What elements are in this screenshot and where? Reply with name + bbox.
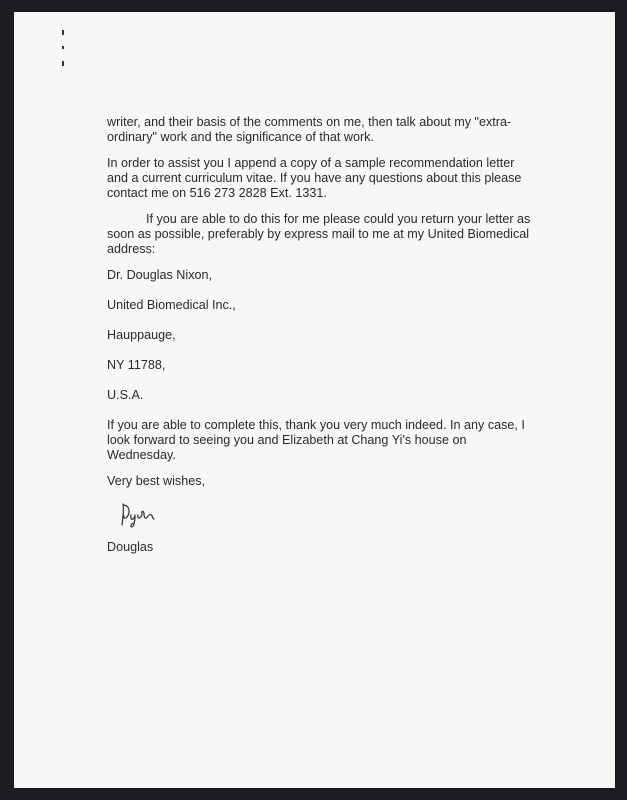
paragraph-return-request: If you are able to do this for me please could you return your letter as soon as possible, preferably by express mail to me at my United Biomedical address: xyxy=(107,212,531,256)
handwritten-signature xyxy=(117,500,177,528)
paragraph-request-materials: In order to assist you I append a copy of a sample recommendation letter and a current curriculum vitae. If you have any questions about this please contact me on 516 273 2828 Ext. 1331. xyxy=(107,156,522,200)
paragraph-line: writer, and their basis of the comments on me, then talk about my "extra- xyxy=(107,115,512,129)
paragraph-thanks: If you are able to complete this, thank you very much indeed. In any case, I look forward to seeing you and Elizabeth at Chang Yi's house on Wednesday. xyxy=(107,418,525,462)
letter-body xyxy=(107,115,537,566)
punch-mark xyxy=(62,61,64,66)
address-line: NY 11788, xyxy=(107,358,166,372)
letter-page xyxy=(14,12,615,788)
paragraph-line: ordinary" work and the significance of that work. xyxy=(107,130,374,144)
address-line: Dr. Douglas Nixon, xyxy=(107,268,212,282)
punch-mark xyxy=(62,30,64,35)
paragraph-continuation xyxy=(107,115,537,145)
address-line: U.S.A. xyxy=(107,388,144,402)
sign-off-name: Douglas xyxy=(107,540,154,554)
address-line: United Biomedical Inc., xyxy=(107,298,236,312)
closing: Very best wishes, xyxy=(107,474,205,488)
address-line: Hauppauge, xyxy=(107,328,176,342)
punch-mark xyxy=(62,46,64,49)
